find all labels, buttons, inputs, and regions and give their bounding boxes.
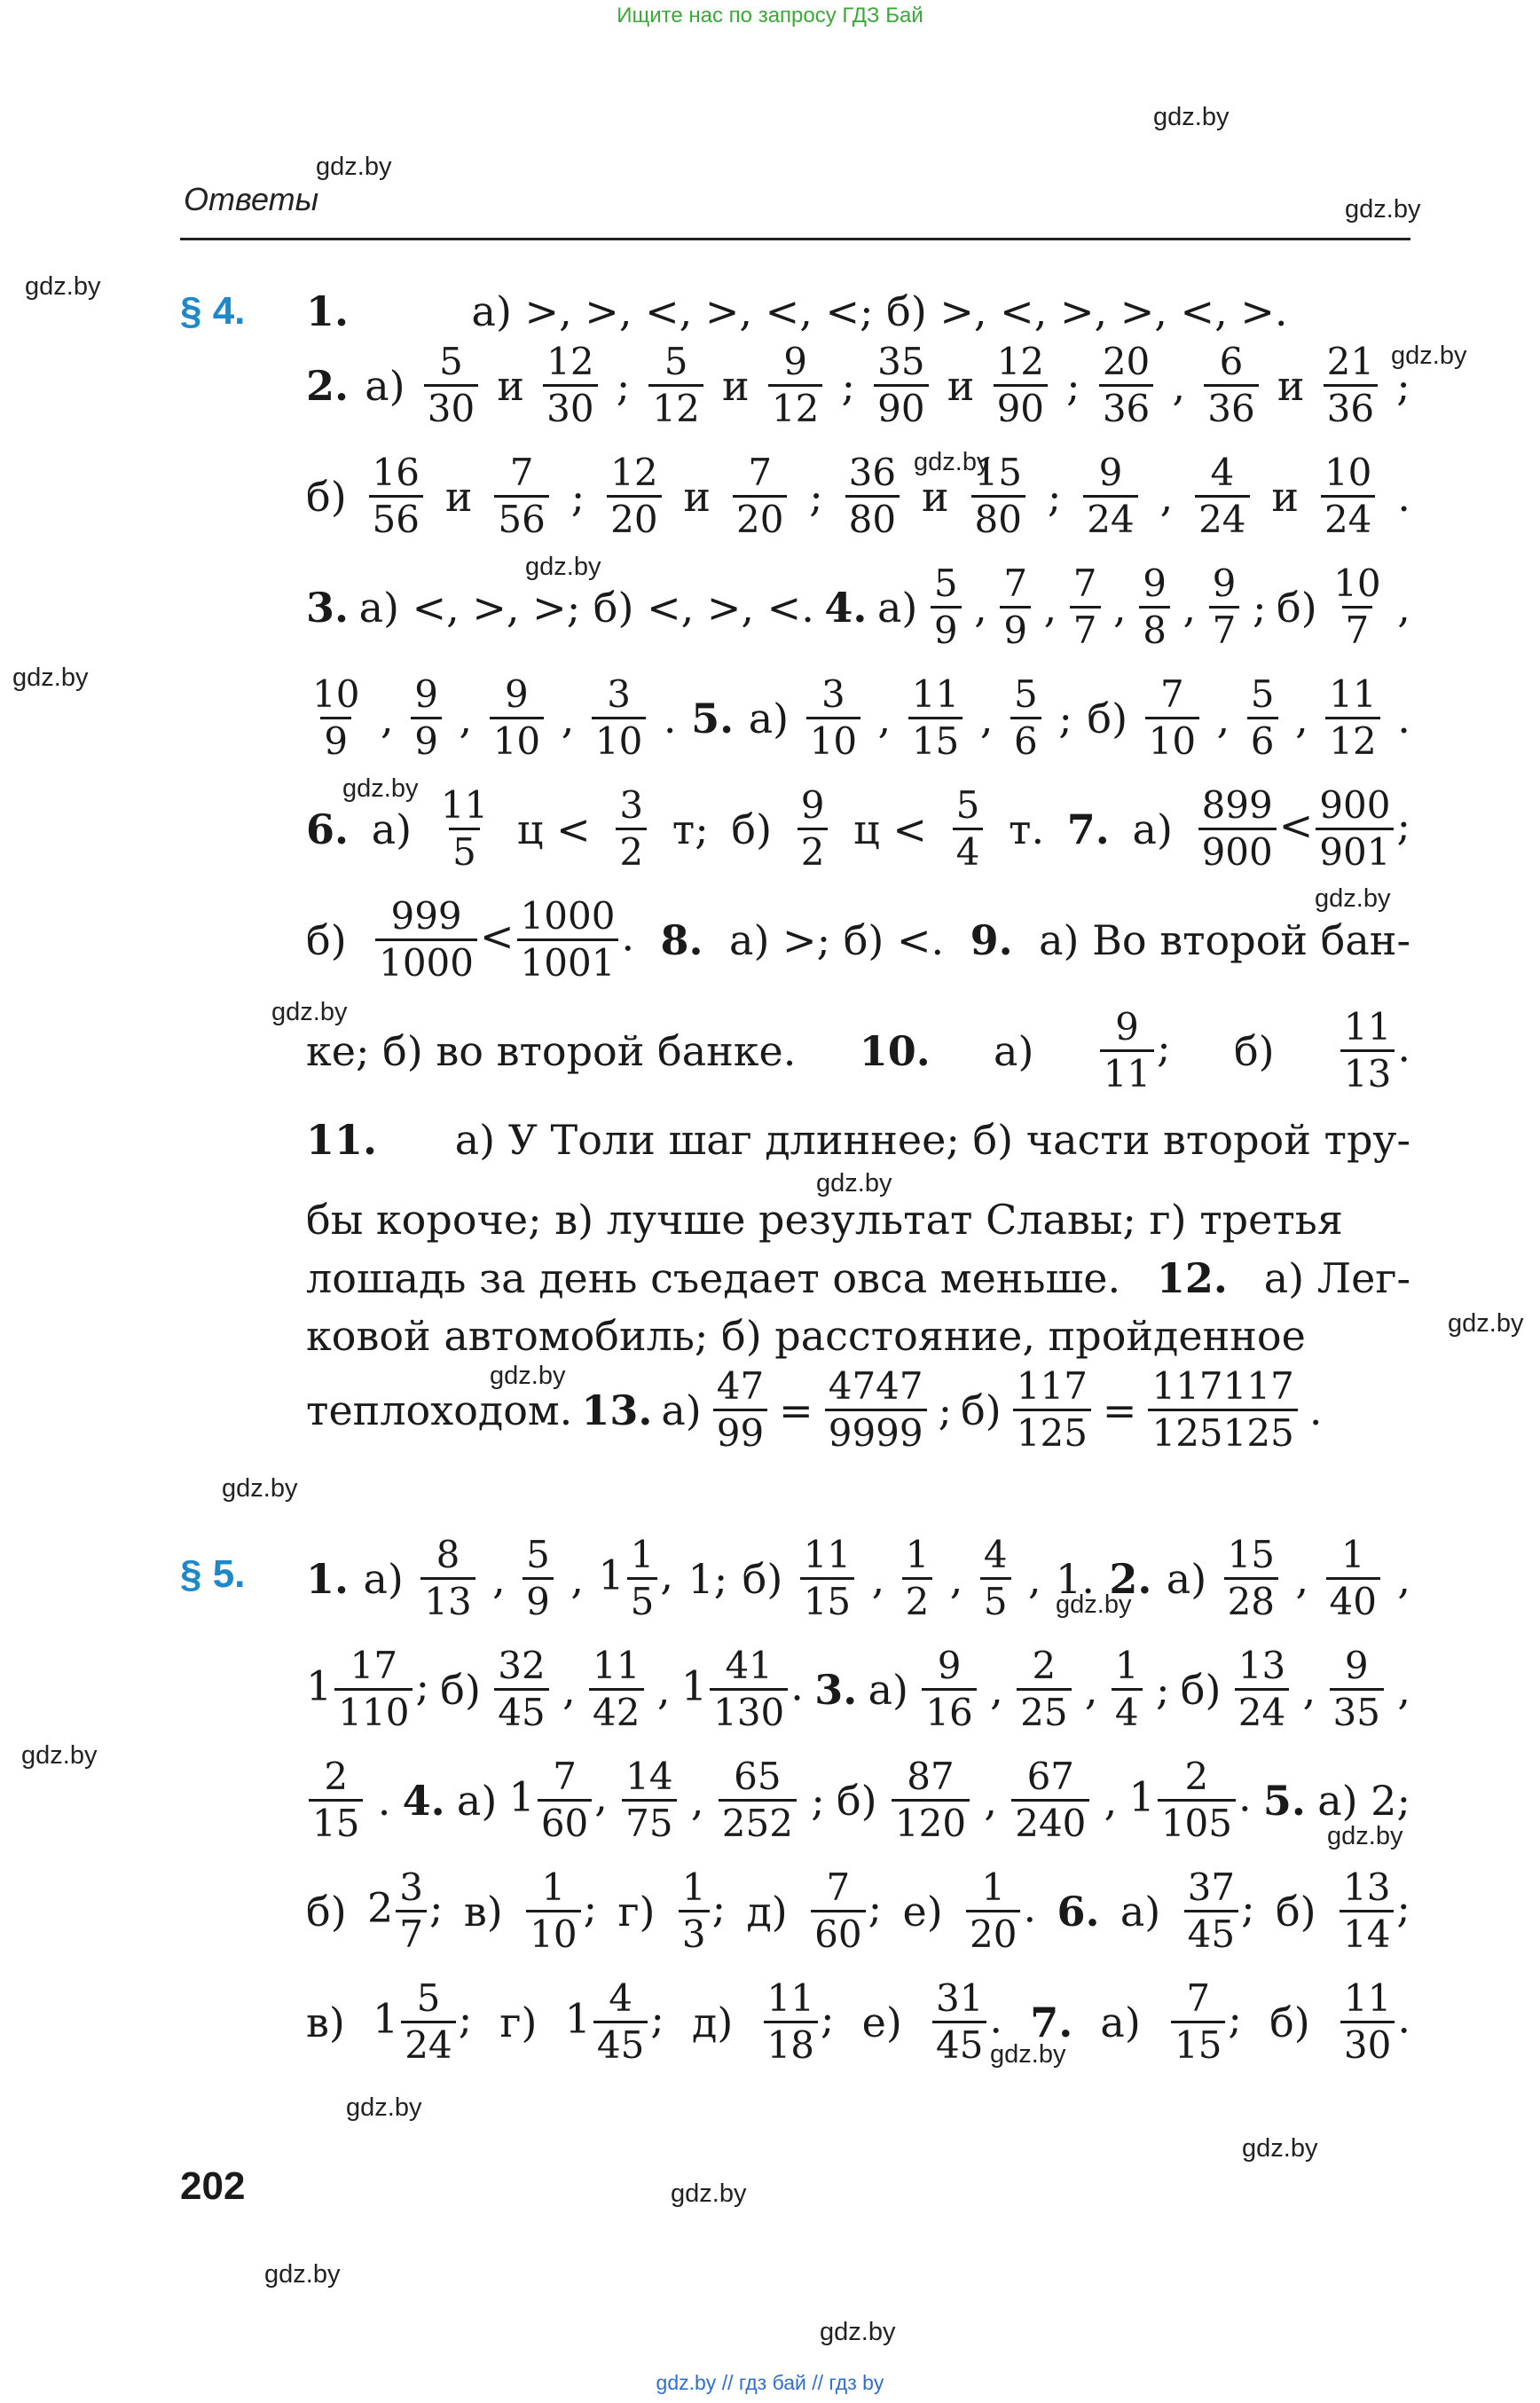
section-label: § 4. bbox=[180, 289, 246, 333]
label: а) bbox=[456, 1776, 498, 1825]
label: б) bbox=[836, 1776, 877, 1825]
fraction: $\frac{14}{75}$ bbox=[622, 1756, 676, 1844]
answer-text: лошадь за день съедает овса меньше. bbox=[306, 1254, 1121, 1302]
item-number: 6. bbox=[1057, 1887, 1100, 1936]
fraction: $\frac{9}{10}$ bbox=[490, 674, 544, 762]
watermark: gdz.by bbox=[222, 1474, 298, 1503]
item-number: 11. bbox=[306, 1116, 378, 1164]
label: б) bbox=[1275, 1887, 1316, 1936]
fraction: $\frac{117}{125}$ bbox=[1013, 1366, 1091, 1454]
label: е) bbox=[861, 1998, 902, 2046]
fraction: $\frac{5}{4}$ bbox=[953, 785, 984, 873]
fraction: $\frac{7}{9}$ bbox=[1000, 563, 1031, 651]
label: а) bbox=[876, 583, 918, 632]
item-number: 5. bbox=[1262, 1776, 1306, 1825]
fraction: $\frac{3}{10}$ bbox=[806, 674, 860, 762]
fraction: $\frac{9}{35}$ bbox=[1330, 1645, 1384, 1733]
fraction: $\frac{9}{11}$ bbox=[1100, 1007, 1154, 1095]
fraction: $\frac{3}{10}$ bbox=[592, 674, 646, 762]
watermark: gdz.by bbox=[490, 1362, 566, 1390]
answer-line bbox=[306, 287, 1410, 335]
answer-line bbox=[306, 1196, 1410, 1244]
answer-line: теплоходом. 13. а) $\frac{47}{99}$ = $\frac{4747}{9999}$ ; б) $\frac{117}{125}$ = $\frac{117117}{125125}$ . bbox=[306, 1364, 1323, 1456]
fraction: $\frac{1000}{1001}$ bbox=[517, 896, 619, 984]
fraction: $\frac{13}{24}$ bbox=[1235, 1645, 1289, 1733]
fraction: $\frac{7}{56}$ bbox=[494, 452, 548, 540]
fraction: $\frac{12}{90}$ bbox=[994, 342, 1048, 429]
fraction: $\frac{37}{45}$ bbox=[1184, 1867, 1238, 1955]
item-number: 5. bbox=[691, 694, 735, 742]
item-number: 9. bbox=[970, 915, 1013, 964]
item-number: 4. bbox=[824, 583, 868, 632]
answer-line: б) $\frac{16}{56}$ и $\frac{7}{56}$ ; $\frac{12}{20}$ и $\frac{7}{20}$ ; $\frac{36}{80}$ и $\frac{15}{80}$ ; $\frac{9}{24}$ , $\frac{4}{24}$ и $\frac{10}{24}$ . bbox=[306, 451, 1410, 542]
fraction: $\frac{12}{20}$ bbox=[607, 452, 661, 540]
fraction: $\frac{11}{42}$ bbox=[589, 1645, 643, 1733]
watermark: gdz.by bbox=[271, 998, 348, 1026]
answer-text: ке; б) во второй банке. bbox=[306, 1026, 797, 1075]
fraction: $\frac{900}{901}$ bbox=[1316, 785, 1394, 873]
watermark: gdz.by bbox=[990, 2040, 1066, 2069]
word-and: и bbox=[722, 361, 750, 410]
answer-line: $\frac{10}{9}$ , $\frac{9}{9}$ , $\frac{9}{10}$ , $\frac{3}{10}$ . 5. а) $\frac{3}{10}$ , $\frac{11}{15}$ , $\frac{5}{6}$ ; б) $\frac{7}{10}$ , $\frac{5}{6}$ , $\frac{11}{12}$ . bbox=[306, 674, 1410, 762]
fraction: $\frac{21}{36}$ bbox=[1324, 342, 1378, 429]
answer-text: а) 2; bbox=[1317, 1776, 1410, 1825]
fraction: $\frac{5}{12}$ bbox=[648, 342, 703, 429]
fraction: $\frac{67}{240}$ bbox=[1011, 1756, 1089, 1844]
label: е) bbox=[902, 1887, 943, 1936]
watermark: gdz.by bbox=[1345, 195, 1421, 224]
fraction: $\frac{16}{56}$ bbox=[369, 452, 423, 540]
fraction: $\frac{1}{40}$ bbox=[1326, 1535, 1380, 1622]
answer-text: а) Лег- bbox=[1263, 1254, 1410, 1302]
label: а) bbox=[365, 361, 405, 410]
label: а) bbox=[1166, 1554, 1207, 1603]
fraction: $\frac{4}{45}$ bbox=[593, 1978, 648, 2066]
label: а) bbox=[371, 805, 412, 853]
fraction: $\frac{4}{5}$ bbox=[980, 1535, 1011, 1622]
fraction: $\frac{35}{90}$ bbox=[874, 342, 928, 429]
fraction: $\frac{17}{110}$ bbox=[334, 1645, 412, 1733]
fraction: $\frac{7}{10}$ bbox=[1145, 674, 1199, 762]
fraction: $\frac{1}{5}$ bbox=[627, 1535, 658, 1622]
answer-text: а) <, >, >; б) <, >, <. bbox=[358, 583, 814, 632]
label: в) bbox=[306, 1998, 345, 2046]
header-rule bbox=[180, 238, 1410, 240]
fraction: $\frac{9}{16}$ bbox=[922, 1645, 976, 1733]
fraction: $\frac{2}{105}$ bbox=[1158, 1756, 1236, 1844]
answer-text: а) >, >, <, >, <, <; б) >, <, >, >, <, >. bbox=[471, 287, 1288, 335]
answer-line bbox=[306, 1116, 1410, 1164]
item-number: 12. bbox=[1156, 1254, 1228, 1302]
item-number: 7. bbox=[1030, 1998, 1073, 2046]
label: в) bbox=[463, 1887, 503, 1936]
label: а) bbox=[1100, 1998, 1141, 2046]
fraction: $\frac{8}{13}$ bbox=[420, 1535, 475, 1622]
fraction: $\frac{6}{36}$ bbox=[1204, 342, 1258, 429]
watermark: gdz.by bbox=[25, 272, 101, 301]
top-note: Ищите нас по запросу ГДЗ Бай bbox=[617, 4, 923, 27]
watermark: gdz.by bbox=[1327, 1822, 1403, 1850]
label: б) bbox=[742, 1554, 783, 1603]
label: а) bbox=[1120, 1887, 1161, 1936]
fraction: $\frac{899}{900}$ bbox=[1198, 785, 1277, 873]
fraction: $\frac{47}{99}$ bbox=[713, 1366, 767, 1454]
fraction: $\frac{20}{36}$ bbox=[1099, 342, 1153, 429]
watermark: gdz.by bbox=[1391, 342, 1467, 370]
fraction: $\frac{2}{25}$ bbox=[1017, 1645, 1071, 1733]
label: б) bbox=[1233, 1026, 1275, 1075]
fraction: $\frac{36}{80}$ bbox=[845, 452, 900, 540]
answer-line: 6. а) $\frac{11}{5}$ ц < $\frac{3}{2}$ т; б) $\frac{9}{2}$ ц < $\frac{5}{4}$ т. 7. а) $\frac{899}{900}$ < $\frac{900}{901}$ ; bbox=[306, 783, 1410, 875]
page-number: 202 bbox=[180, 2164, 246, 2208]
item-number: 2. bbox=[1109, 1554, 1152, 1603]
fraction: $\frac{9}{7}$ bbox=[1209, 563, 1240, 651]
answer-text: а) Во второй бан- bbox=[1039, 915, 1410, 964]
fraction: $\frac{9}{12}$ bbox=[768, 342, 822, 429]
fraction: $\frac{4747}{9999}$ bbox=[825, 1366, 927, 1454]
watermark: gdz.by bbox=[1315, 884, 1391, 913]
fraction: $\frac{3}{2}$ bbox=[616, 785, 647, 873]
fraction: $\frac{11}{13}$ bbox=[1340, 1007, 1395, 1095]
fraction: $\frac{7}{60}$ bbox=[538, 1756, 592, 1844]
item-number: 1. bbox=[306, 287, 350, 335]
fraction: $\frac{10}{9}$ bbox=[312, 672, 360, 764]
answer-line: 3. а) <, >, >; б) <, >, <. 4. а) $\frac{5}{9}$ , $\frac{7}{9}$ , $\frac{7}{7}$ , $\frac{9}{8}$ , $\frac{9}{7}$ ; б) $\frac{10}{7}$ , bbox=[306, 561, 1410, 653]
answer-text: бы короче; в) лучше результат Славы; г) третья bbox=[306, 1196, 1343, 1244]
fraction: $\frac{41}{130}$ bbox=[710, 1645, 788, 1733]
answer-line: в) 1 $\frac{5}{24}$ ; г) 1 $\frac{4}{45}$ ; д) $\frac{11}{18}$ ; е) $\frac{31}{45}$ . 7. а) $\frac{7}{15}$ ; б) $\frac{11}{30}$ . bbox=[306, 1976, 1410, 2068]
fraction: $\frac{5}{6}$ bbox=[1247, 674, 1278, 762]
answer-line: 1. а) $\frac{8}{13}$ , $\frac{5}{9}$ , 1 $\frac{1}{5}$ , 1; б) $\frac{11}{15}$ , $\frac{1}{2}$ , $\frac{4}{5}$ , 1. 2. а) $\frac{15}{28}$ , $\frac{1}{40}$ , bbox=[306, 1533, 1410, 1624]
item-number: 7. bbox=[1066, 805, 1110, 853]
word-and: и bbox=[444, 472, 473, 521]
label: б) bbox=[1087, 694, 1128, 742]
answer-text: а) У Толи шаг длиннее; б) части второй тру- bbox=[454, 1116, 1410, 1164]
watermark: gdz.by bbox=[1242, 2134, 1318, 2163]
fraction: $\frac{31}{45}$ bbox=[932, 1978, 986, 2066]
fraction: $\frac{11}{18}$ bbox=[764, 1978, 818, 2066]
item-number: 1. bbox=[306, 1554, 350, 1603]
label: б) bbox=[306, 915, 347, 964]
word-and: и bbox=[1277, 361, 1305, 410]
watermark: gdz.by bbox=[671, 2179, 747, 2208]
label: б) bbox=[1277, 583, 1317, 632]
fraction: $\frac{1}{10}$ bbox=[526, 1867, 580, 1955]
label: а) bbox=[994, 1026, 1034, 1075]
watermark: gdz.by bbox=[342, 774, 419, 803]
fraction: $\frac{3}{7}$ bbox=[396, 1867, 427, 1955]
label: а) bbox=[363, 1554, 404, 1603]
label: а) bbox=[868, 1665, 908, 1714]
fraction: $\frac{15}{28}$ bbox=[1224, 1535, 1278, 1622]
fraction: $\frac{9}{2}$ bbox=[798, 785, 829, 873]
label: г) bbox=[617, 1887, 656, 1936]
label: б) bbox=[1180, 1665, 1222, 1714]
watermark: gdz.by bbox=[820, 2318, 896, 2346]
fraction: $\frac{5}{9}$ bbox=[931, 563, 962, 651]
answer-line: 2. а) $\frac{5}{30}$ и $\frac{12}{30}$ ; $\frac{5}{12}$ и $\frac{9}{12}$ ; $\frac{35}{90}$ и $\frac{12}{90}$ ; $\frac{20}{36}$ , $\frac{6}{36}$ и $\frac{21}{36}$ ; bbox=[306, 340, 1410, 431]
fraction: $\frac{4}{24}$ bbox=[1195, 452, 1249, 540]
running-head: Ответы bbox=[184, 181, 319, 217]
fraction: $\frac{11}{12}$ bbox=[1325, 674, 1379, 762]
fraction: $\frac{65}{252}$ bbox=[719, 1756, 797, 1844]
fraction: $\frac{7}{60}$ bbox=[811, 1867, 865, 1955]
label: б) bbox=[306, 1887, 347, 1936]
fraction: $\frac{7}{15}$ bbox=[1171, 1978, 1225, 2066]
label: б) bbox=[306, 472, 347, 521]
item-number: 4. bbox=[402, 1776, 445, 1825]
fraction: $\frac{1}{3}$ bbox=[679, 1867, 710, 1955]
fraction: $\frac{10}{7}$ bbox=[1333, 561, 1381, 653]
fraction: $\frac{2}{15}$ bbox=[309, 1756, 363, 1844]
watermark: gdz.by bbox=[1448, 1309, 1524, 1338]
watermark: gdz.by bbox=[21, 1741, 98, 1770]
fraction: $\frac{11}{15}$ bbox=[800, 1535, 854, 1622]
label: б) bbox=[440, 1665, 481, 1714]
label: г) bbox=[499, 1998, 538, 2046]
answer-line bbox=[306, 1254, 1410, 1302]
fraction: $\frac{11}{30}$ bbox=[1340, 1978, 1395, 2066]
fraction: $\frac{5}{30}$ bbox=[424, 342, 478, 429]
item-number: 3. bbox=[814, 1665, 858, 1714]
fraction: $\frac{5}{24}$ bbox=[401, 1978, 455, 2066]
fraction: $\frac{13}{14}$ bbox=[1340, 1867, 1394, 1955]
label: б) bbox=[961, 1386, 1002, 1434]
watermark: gdz.by bbox=[264, 2260, 341, 2289]
fraction: $\frac{10}{24}$ bbox=[1321, 452, 1375, 540]
label: д) bbox=[746, 1887, 788, 1936]
footer-links[interactable]: gdz.by // гдз бай // гдз by bbox=[656, 2371, 884, 2394]
watermark: gdz.by bbox=[1153, 103, 1230, 131]
fraction: $\frac{5}{9}$ bbox=[522, 1535, 554, 1622]
fraction: $\frac{5}{6}$ bbox=[1010, 674, 1041, 762]
label: б) bbox=[731, 805, 773, 853]
watermark: gdz.by bbox=[525, 553, 601, 581]
answer-line: $\frac{2}{15}$ . 4. а) 1 $\frac{7}{60}$ , $\frac{14}{75}$ , $\frac{65}{252}$ ; б) $\frac{87}{120}$ , $\frac{67}{240}$ , 1 $\frac{2}{105}$ . 5. а) 2; bbox=[306, 1756, 1410, 1844]
watermark: gdz.by bbox=[12, 664, 89, 692]
word-and: и bbox=[683, 472, 711, 521]
fraction: $\frac{32}{45}$ bbox=[494, 1645, 548, 1733]
label: а) bbox=[1132, 805, 1173, 853]
fraction: $\frac{1}{2}$ bbox=[902, 1535, 933, 1622]
section-label: § 5. bbox=[180, 1552, 246, 1596]
fraction: $\frac{1}{20}$ bbox=[966, 1867, 1020, 1955]
label: а) bbox=[748, 694, 790, 742]
watermark: gdz.by bbox=[346, 2093, 422, 2122]
watermark: gdz.by bbox=[816, 1169, 892, 1198]
answer-line: б) $\frac{999}{1000}$ < $\frac{1000}{1001}$ . 8. а) >; б) <. 9. а) Во второй бан- bbox=[306, 894, 1410, 986]
item-number: 6. bbox=[306, 805, 350, 853]
item-number: 2. bbox=[306, 361, 350, 410]
fraction: $\frac{87}{120}$ bbox=[892, 1756, 970, 1844]
label: б) bbox=[1269, 1998, 1310, 2046]
word-and: и bbox=[1271, 472, 1300, 521]
answer-text: а) >; б) <. bbox=[729, 915, 945, 964]
answer-line: 1 $\frac{17}{110}$ ; б) $\frac{32}{45}$ , $\frac{11}{42}$ , 1 $\frac{41}{130}$ . 3. а) $\frac{9}{16}$ , $\frac{2}{25}$ , $\frac{1}{4}$ ; б) $\frac{13}{24}$ , $\frac{9}{35}$ , bbox=[306, 1644, 1410, 1735]
label: д) bbox=[692, 1998, 734, 2046]
word-and: и bbox=[497, 361, 524, 410]
answer-line bbox=[306, 1312, 1410, 1360]
item-number: 8. bbox=[660, 915, 703, 964]
fraction: $\frac{9}{9}$ bbox=[411, 674, 442, 762]
item-number: 10. bbox=[859, 1026, 931, 1075]
word-and: и bbox=[922, 472, 949, 521]
fraction: $\frac{11}{5}$ bbox=[440, 783, 489, 875]
item-number: 13. bbox=[581, 1386, 653, 1434]
word-and: и bbox=[947, 361, 975, 410]
fraction: $\frac{7}{20}$ bbox=[733, 452, 787, 540]
fraction: $\frac{117117}{125125}$ bbox=[1148, 1366, 1297, 1454]
answer-line: б) 2 $\frac{3}{7}$ ; в) $\frac{1}{10}$ ; г) $\frac{1}{3}$ ; д) $\frac{7}{60}$ ; е) $\frac{1}{20}$ . 6. а) $\frac{37}{45}$ ; б) $\frac{13}{14}$ ; bbox=[306, 1865, 1410, 1957]
answer-line: ке; б) во второй банке. 10. а) $\frac{9}{11}$ ; б) $\frac{11}{13}$ . bbox=[306, 1005, 1410, 1096]
fraction: $\frac{11}{15}$ bbox=[908, 674, 962, 762]
fraction: $\frac{9}{24}$ bbox=[1083, 452, 1137, 540]
answer-text: теплоходом. bbox=[306, 1386, 573, 1434]
fraction: $\frac{7}{7}$ bbox=[1070, 563, 1101, 651]
watermark: gdz.by bbox=[316, 153, 392, 181]
answer-text: ковой автомобиль; б) расстояние, пройденное bbox=[306, 1312, 1306, 1360]
fraction: $\frac{9}{8}$ bbox=[1139, 563, 1170, 651]
fraction: $\frac{999}{1000}$ bbox=[375, 896, 477, 984]
label: а) bbox=[661, 1386, 702, 1434]
fraction: $\frac{15}{80}$ bbox=[971, 452, 1025, 540]
fraction: $\frac{1}{4}$ bbox=[1112, 1645, 1143, 1733]
fraction: $\frac{12}{30}$ bbox=[543, 342, 597, 429]
watermark: gdz.by bbox=[1056, 1590, 1132, 1619]
watermark: gdz.by bbox=[914, 448, 990, 476]
item-number: 3. bbox=[306, 583, 350, 632]
